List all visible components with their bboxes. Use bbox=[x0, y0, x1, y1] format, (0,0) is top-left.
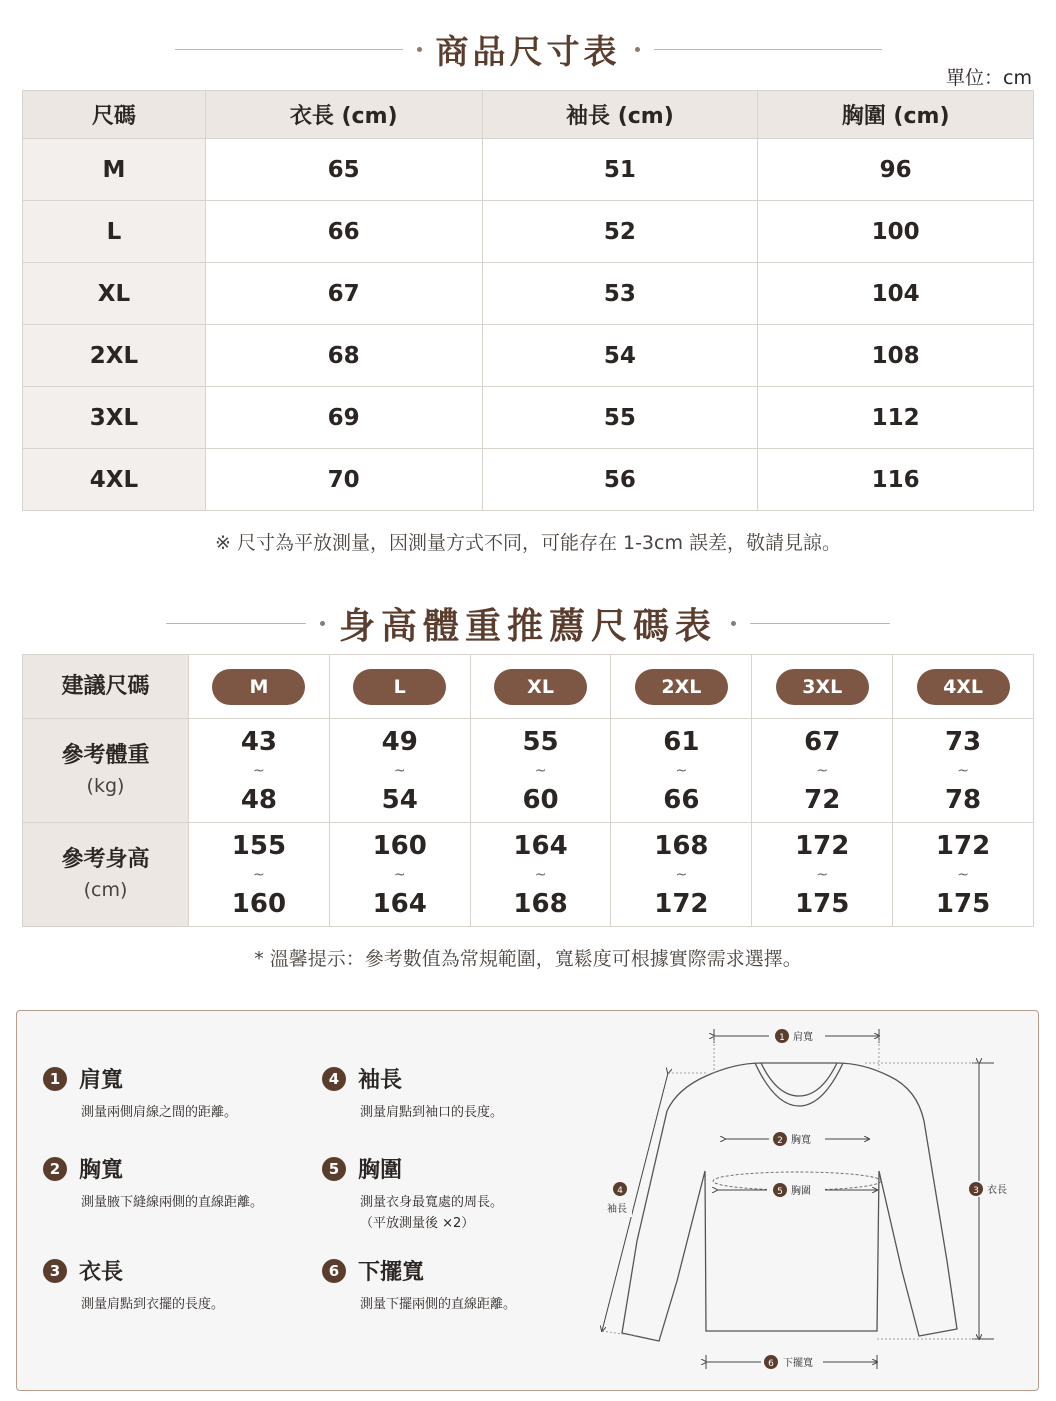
height-row-label bbox=[23, 823, 189, 927]
measure-cell: 104 bbox=[758, 263, 1034, 325]
guide-desc-line: 測量兩側肩線之間的距離。 bbox=[81, 1105, 238, 1120]
size-pill: M bbox=[212, 669, 305, 705]
diagram-label-shoulder: 肩寬 bbox=[793, 1032, 813, 1043]
recommend-size-row bbox=[23, 655, 1034, 719]
recommend-weight-row bbox=[23, 719, 1034, 823]
range-tilde: ~ bbox=[534, 866, 547, 883]
measure-cell: 68 bbox=[205, 325, 482, 387]
range-tilde: ~ bbox=[816, 762, 829, 779]
measure-cell: 96 bbox=[758, 139, 1034, 201]
height-range-cell bbox=[470, 823, 611, 927]
header-sleeve: 袖長 (cm) bbox=[482, 91, 758, 139]
size-table-row bbox=[23, 387, 1034, 449]
unit-label: 單位：cm bbox=[946, 67, 1032, 89]
title-dot bbox=[635, 47, 640, 52]
weight-min: 61 bbox=[663, 726, 700, 757]
guide-desc-line: 測量下擺兩側的直線距離。 bbox=[360, 1297, 517, 1312]
svg-text:5: 5 bbox=[777, 1187, 783, 1197]
svg-text:3: 3 bbox=[973, 1186, 979, 1196]
guide-desc-line-2: （平放測量後 ×2） bbox=[360, 1216, 475, 1231]
svg-text:1: 1 bbox=[779, 1033, 785, 1043]
size-pill-cell bbox=[470, 655, 611, 719]
range-tilde: ~ bbox=[957, 866, 969, 883]
number-badge-icon: 3 bbox=[43, 1259, 67, 1283]
recommend-table bbox=[22, 654, 1034, 927]
height-range-cell bbox=[752, 823, 893, 927]
measure-cell: 53 bbox=[482, 263, 758, 325]
size-table-row bbox=[23, 263, 1034, 325]
header-size: 尺碼 bbox=[23, 91, 206, 139]
weight-range-cell bbox=[752, 719, 893, 823]
guide-item-name: 衣長 bbox=[79, 1260, 124, 1285]
title-dot bbox=[417, 47, 422, 52]
size-chart-title-row bbox=[0, 26, 1056, 73]
measure-cell: 65 bbox=[205, 139, 482, 201]
guide-item-name: 胸寬 bbox=[79, 1158, 124, 1183]
weight-min: 43 bbox=[240, 726, 277, 757]
measure-cell: 100 bbox=[758, 201, 1034, 263]
size-pill-cell bbox=[893, 655, 1034, 719]
measure-cell: 67 bbox=[205, 263, 482, 325]
guide-desc-line: 測量衣身最寬處的周長。 bbox=[360, 1195, 504, 1210]
measure-cell: 55 bbox=[482, 387, 758, 449]
title-dot bbox=[731, 621, 736, 626]
shirt-outline bbox=[622, 1063, 957, 1341]
measure-cell: 112 bbox=[758, 387, 1034, 449]
svg-text:2: 2 bbox=[777, 1136, 783, 1146]
range-tilde: ~ bbox=[393, 762, 406, 779]
title-left-line bbox=[175, 49, 403, 50]
size-row-label: 建議尺碼 bbox=[23, 655, 189, 719]
weight-range-cell bbox=[611, 719, 752, 823]
weight-max: 78 bbox=[944, 784, 982, 815]
weight-range-cell bbox=[189, 719, 330, 823]
height-min: 172 bbox=[795, 830, 850, 861]
header-length: 衣長 (cm) bbox=[205, 91, 482, 139]
range-tilde: ~ bbox=[253, 866, 265, 883]
weight-max: 60 bbox=[522, 784, 559, 815]
range-tilde: ~ bbox=[253, 762, 265, 779]
range-tilde: ~ bbox=[534, 762, 547, 779]
title-left-line bbox=[166, 623, 306, 624]
diagram-label-length: 衣長 bbox=[987, 1185, 1007, 1196]
size-pill: 2XL bbox=[635, 669, 728, 705]
range-tilde: ~ bbox=[393, 866, 406, 883]
guide-desc-line: 測量腋下縫線兩側的直線距離。 bbox=[81, 1195, 264, 1210]
measurement-guide-panel bbox=[16, 1010, 1039, 1391]
svg-text:6: 6 bbox=[768, 1359, 774, 1369]
measure-cell: 116 bbox=[758, 449, 1034, 511]
weight-row-label bbox=[23, 719, 189, 823]
height-unit: (cm) bbox=[83, 878, 128, 901]
title-right-line bbox=[750, 623, 890, 624]
size-pill-cell bbox=[189, 655, 330, 719]
height-max: 175 bbox=[935, 888, 991, 919]
recommend-title: 身高體重推薦尺碼表 bbox=[338, 605, 717, 647]
size-table-row bbox=[23, 449, 1034, 511]
height-min: 168 bbox=[654, 830, 709, 861]
height-range-cell bbox=[893, 823, 1034, 927]
height-range-cell bbox=[189, 823, 330, 927]
height-label: 參考身高 bbox=[61, 846, 150, 872]
weight-max: 54 bbox=[381, 784, 418, 815]
weight-min: 49 bbox=[381, 726, 418, 757]
number-badge-icon: 6 bbox=[322, 1259, 346, 1283]
measure-cell: 51 bbox=[482, 139, 758, 201]
size-table-row bbox=[23, 325, 1034, 387]
measure-cell: 52 bbox=[482, 201, 758, 263]
height-max: 172 bbox=[654, 888, 709, 919]
size-table-row bbox=[23, 139, 1034, 201]
measure-cell: 108 bbox=[758, 325, 1034, 387]
title-right-line bbox=[654, 49, 882, 50]
diagram-label-sleeve: 袖長 bbox=[607, 1204, 627, 1215]
height-range-cell bbox=[611, 823, 752, 927]
size-chart-note: ※ 尺寸為平放測量，因測量方式不同，可能存在 1-3cm 誤差，敬請見諒。 bbox=[214, 532, 842, 554]
size-pill: 4XL bbox=[917, 669, 1010, 705]
measure-cell: 70 bbox=[205, 449, 482, 511]
height-max: 160 bbox=[231, 888, 287, 919]
diagram-label-hem: 下擺寬 bbox=[783, 1358, 813, 1369]
weight-min: 67 bbox=[804, 726, 841, 757]
size-table-row bbox=[23, 201, 1034, 263]
weight-min: 73 bbox=[944, 726, 982, 757]
diagram-label-chest-circ: 胸圍 bbox=[791, 1186, 811, 1197]
size-cell: 4XL bbox=[23, 449, 206, 511]
weight-min: 55 bbox=[522, 726, 559, 757]
measure-cell: 56 bbox=[482, 449, 758, 511]
size-cell: M bbox=[23, 139, 206, 201]
header-chest: 胸圍 (cm) bbox=[758, 91, 1034, 139]
size-pill: 3XL bbox=[776, 669, 869, 705]
size-cell: L bbox=[23, 201, 206, 263]
size-chart-title: 商品尺寸表 bbox=[435, 32, 621, 71]
height-min: 172 bbox=[935, 830, 991, 861]
guide-item-name: 胸圍 bbox=[358, 1158, 403, 1183]
measure-cell: 54 bbox=[482, 325, 758, 387]
number-badge-icon: 4 bbox=[322, 1067, 346, 1091]
shirt-diagram bbox=[17, 1011, 1040, 1392]
number-badge-icon: 5 bbox=[322, 1157, 346, 1181]
svg-text:4: 4 bbox=[617, 1186, 623, 1196]
weight-range-cell bbox=[893, 719, 1034, 823]
measure-cell: 69 bbox=[205, 387, 482, 449]
size-table-header bbox=[23, 91, 1034, 139]
title-dot bbox=[320, 621, 325, 626]
height-range-cell bbox=[329, 823, 470, 927]
weight-max: 48 bbox=[240, 784, 277, 815]
recommend-note: * 溫馨提示：參考數值為常規範圍，寬鬆度可根據實際需求選擇。 bbox=[254, 948, 802, 970]
guide-desc-line: 測量肩點到袖口的長度。 bbox=[360, 1105, 504, 1120]
weight-label: 參考體重 bbox=[61, 742, 150, 768]
size-table bbox=[22, 90, 1034, 511]
number-badge-icon: 1 bbox=[43, 1067, 67, 1091]
size-cell: 2XL bbox=[23, 325, 206, 387]
height-min: 160 bbox=[372, 830, 427, 861]
height-min: 164 bbox=[513, 830, 568, 861]
size-cell: XL bbox=[23, 263, 206, 325]
guide-item-name: 袖長 bbox=[358, 1068, 403, 1093]
weight-max: 66 bbox=[663, 784, 700, 815]
recommend-title-row bbox=[0, 598, 1056, 649]
weight-max: 72 bbox=[804, 784, 841, 815]
height-max: 168 bbox=[513, 888, 568, 919]
size-pill: XL bbox=[494, 669, 587, 705]
size-pill-cell bbox=[752, 655, 893, 719]
diagram-label-chest-width: 胸寬 bbox=[791, 1135, 811, 1146]
size-pill-cell bbox=[611, 655, 752, 719]
weight-range-cell bbox=[329, 719, 470, 823]
height-max: 164 bbox=[372, 888, 427, 919]
size-cell: 3XL bbox=[23, 387, 206, 449]
guide-desc-line: 測量肩點到衣擺的長度。 bbox=[81, 1297, 225, 1312]
height-max: 175 bbox=[795, 888, 850, 919]
range-tilde: ~ bbox=[816, 866, 829, 883]
height-min: 155 bbox=[231, 830, 287, 861]
range-tilde: ~ bbox=[675, 866, 688, 883]
size-pill-cell bbox=[329, 655, 470, 719]
guide-item-name: 肩寬 bbox=[79, 1068, 124, 1093]
weight-range-cell bbox=[470, 719, 611, 823]
number-badge-icon: 2 bbox=[43, 1157, 67, 1181]
measure-cell: 66 bbox=[205, 201, 482, 263]
range-tilde: ~ bbox=[957, 762, 969, 779]
recommend-height-row bbox=[23, 823, 1034, 927]
range-tilde: ~ bbox=[675, 762, 688, 779]
weight-unit: (kg) bbox=[86, 774, 125, 797]
guide-item-name: 下擺寬 bbox=[358, 1260, 425, 1285]
size-pill: L bbox=[353, 669, 446, 705]
